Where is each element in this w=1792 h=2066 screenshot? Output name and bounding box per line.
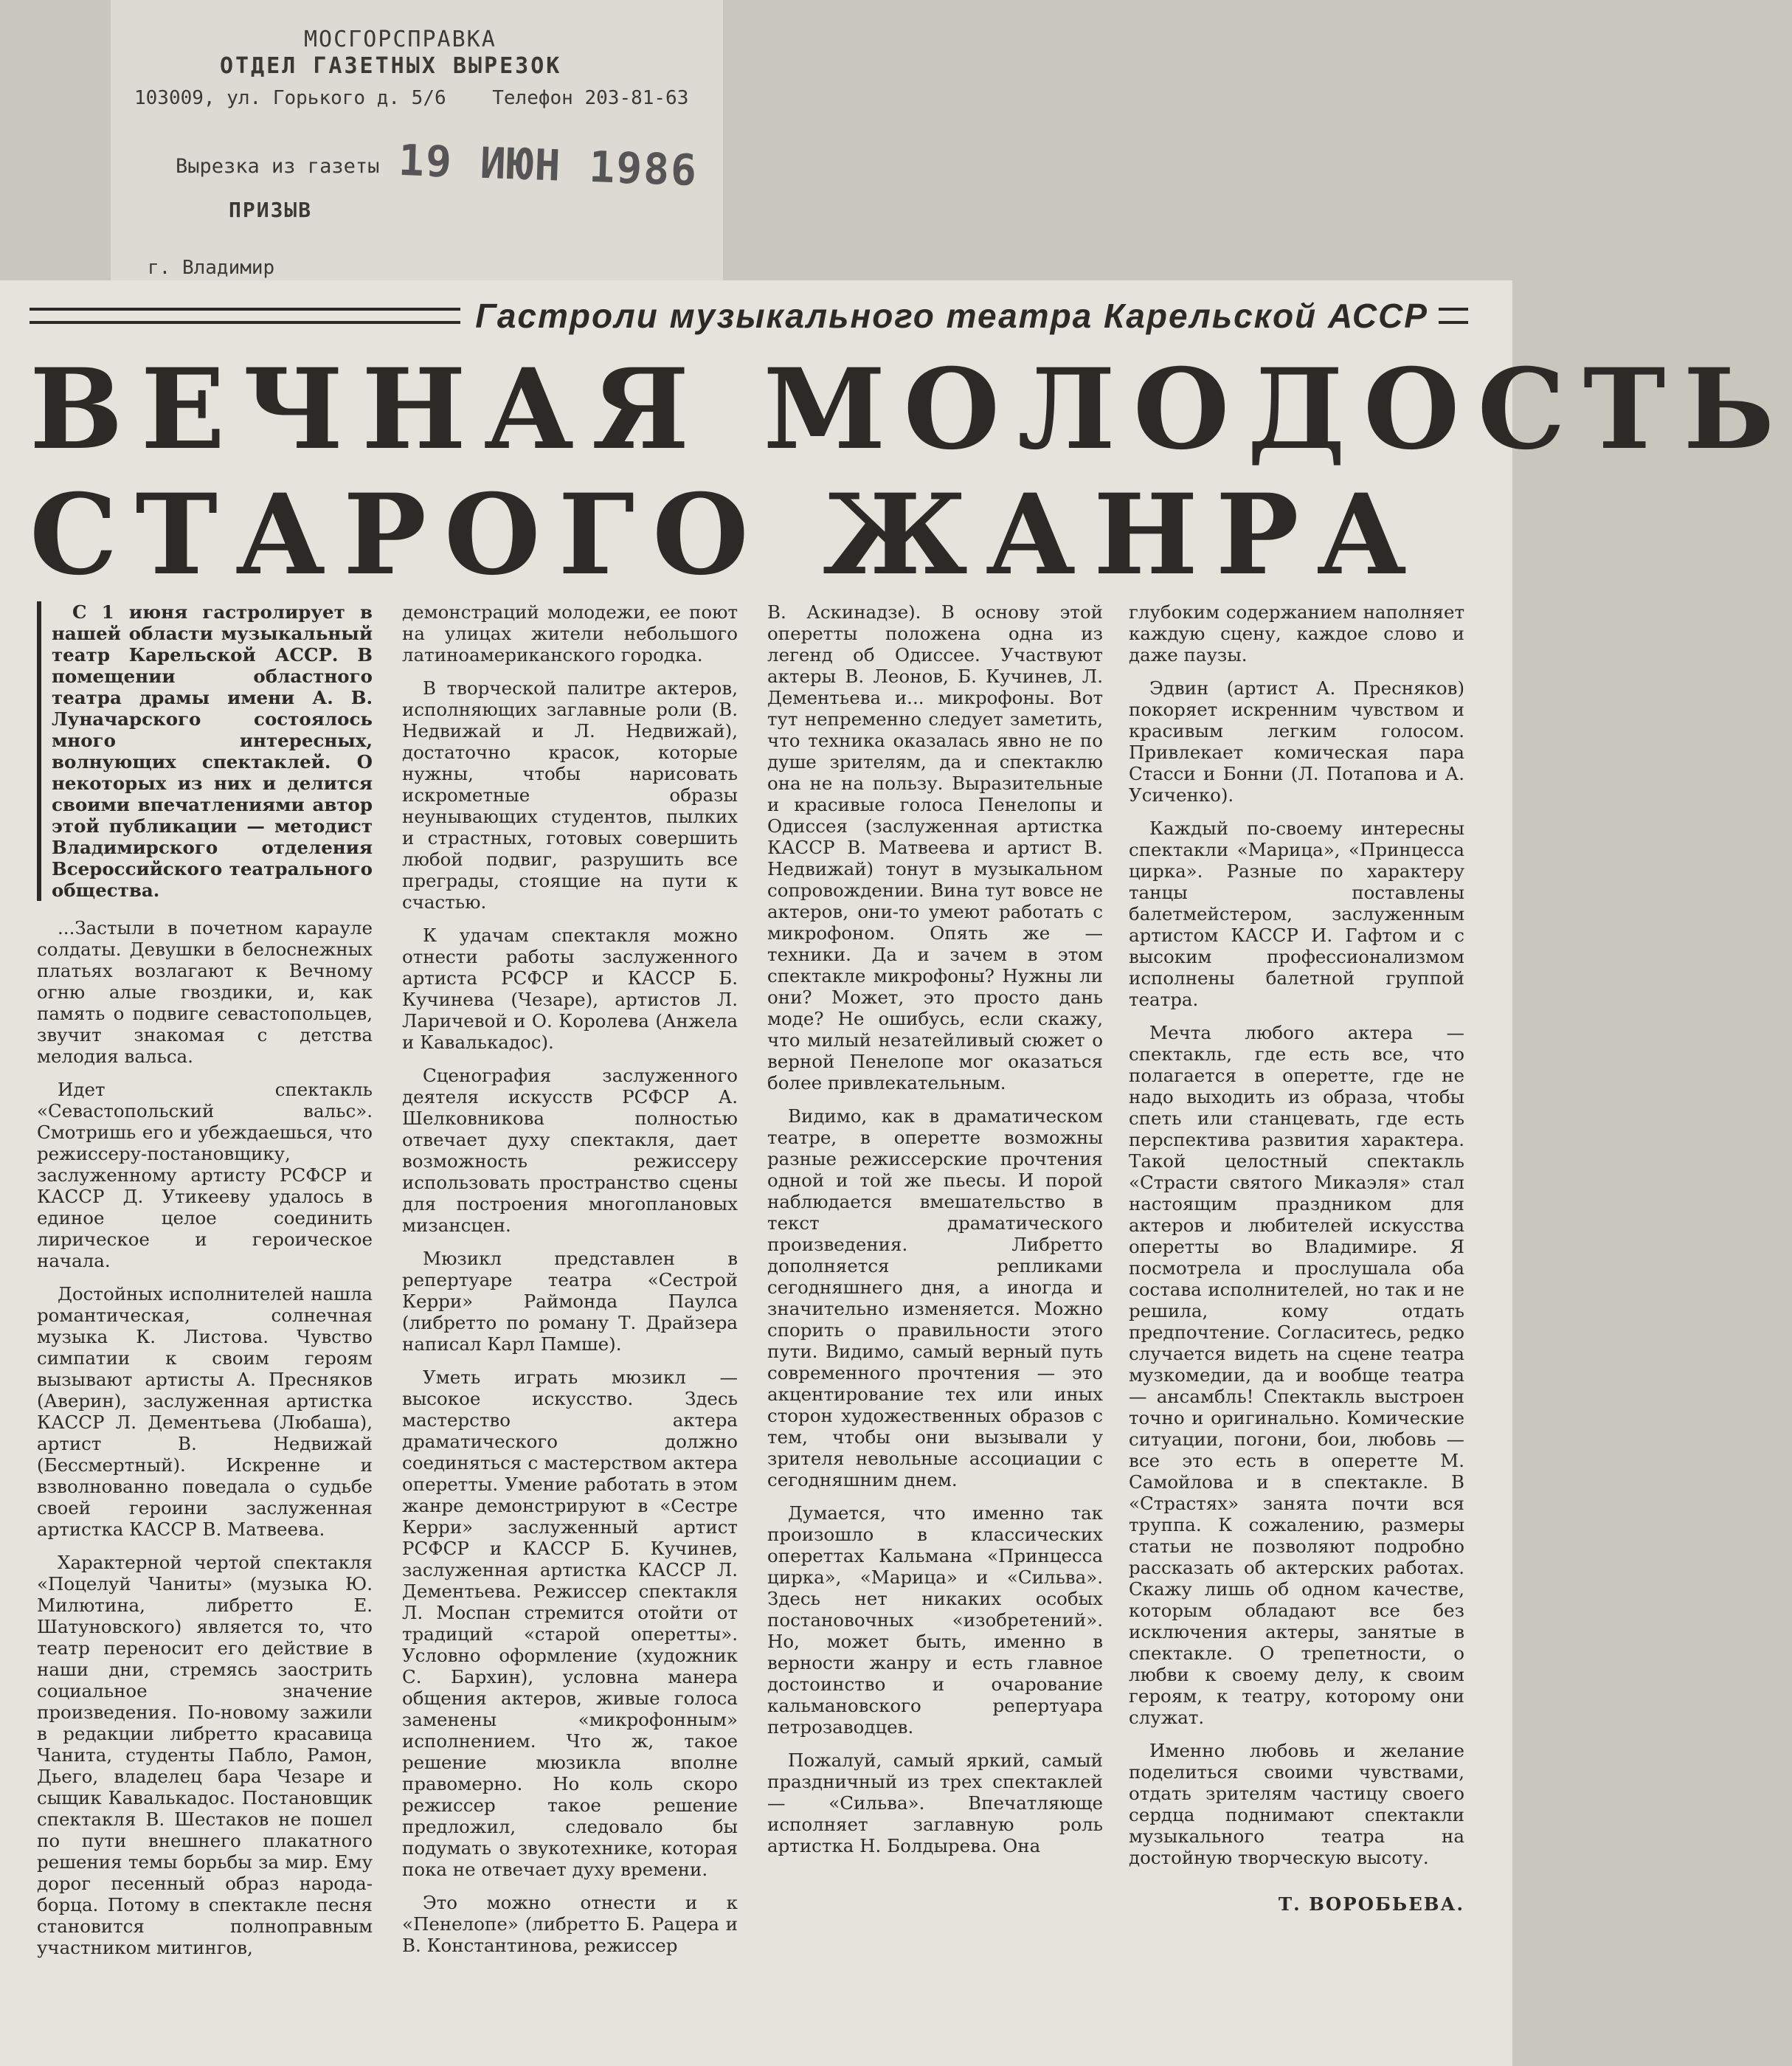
- paragraph: Видимо, как в драматическом театре, в оперетте возможны разные режиссерские прочтения одной и той же пьесы. И порой наблюдается вмешательство в текст драматического произведения. Либретто дополняется репликами сегодняшнего дня, а иногда и значительно изменяется. Можно спорить о правильности этого пути. Видимо, самый верный путь современного прочтения — это акцентирование тех или иных сторон художественных образов с тем, чтобы они вызывали у зрителя невольные ассоциации с сегодняшним днем.: [767, 1105, 1103, 1490]
- headline-line-1: ВЕЧНАЯ МОЛОДОСТЬ: [30, 345, 1792, 474]
- paragraph: В. Аскинадзе). В основу этой оперетты положена одна из легенд об Одиссее. Участвуют актеры В. Леонов, Б. Кучинев, Л. Дементьева и... микрофоны. Вот тут непременно следует заметить, что техника оказалась явно не по душе зрителям, да и спектаклю она не на пользу. Выразительные и красивые голоса Пенелопы и Одиссея (заслуженная артистка КАССР В. Матвеева и артист В. Недвижай) тонут в музыкальном сопровождении. Вина тут вовсе не актеров, они-то умеют работать с микрофоном. Опять же — техники. Да и зачем в этом спектакле микрофоны? Нужны ли они? Может, это просто дань моде? Не ошибусь, если скажу, что милый незатейливый сюжет о верной Пенелопе мог оказаться более привлекательным.: [767, 601, 1103, 1094]
- paragraph: Именно любовь и желание поделиться своими чувствами, отдать зрителям частицу своего сердца поднимают спектакли музыкального театра на достойную творческую высоту.: [1129, 1740, 1464, 1868]
- author-signature: Т. ВОРОБЬЕВА.: [1278, 1893, 1464, 1915]
- stamp-org: МОСГОРСПРАВКА: [304, 27, 497, 52]
- stamp-city: г. Владимир: [148, 257, 275, 279]
- paragraph: Пожалуй, самый яркий, самый праздничный из трех спектаклей — «Сильва». Впечатляюще исполняет заглавную роль артистка Н. Болдырева. Она: [767, 1749, 1103, 1856]
- paragraph: глубоким содержанием наполняет каждую сцену, каждое слово и даже паузы.: [1129, 601, 1464, 666]
- paragraph: Идет спектакль «Севастопольский вальс». Смотришь его и убеждаешься, что режиссеру-постановщику, заслуженному артисту РСФСР и КАССР Д. Утикееву удалось в единое целое соединить лирическое и героическое начала.: [37, 1079, 373, 1271]
- paragraph: Мечта любого актера — спектакль, где есть все, что полагается в оперетте, где не надо выходить из образа, чтобы спеть или станцевать, где есть перспектива развития характера. Такой целостный спектакль «Страсти святого Микаэля» стал настоящим праздником для актеров и любителей искусства оперетты во Владимире. Я посмотрела и прослушала оба состава исполнителей, но так и не решила, кому отдать предпочтение. Согласитесь, редко случается видеть на сцене театра музкомедии, да и вообще театра — ансамбль! Спектакль выстроен точно и оригинально. Комические ситуации, погони, бои, любовь — все это есть в оперетте М. Самойлова и в спектакле. В «Страстях» занята почти вся труппа. К сожалению, размеры статьи не позволяют подробно рассказать об актерских работах. Скажу лишь об одном качестве, которым обладают все без исключения актеры, занятые в спектакле. О трепетности, о любви к своему делу, к своим героям, к театру, которому они служат.: [1129, 1022, 1464, 1728]
- paragraph: Достойных исполнителей нашла романтическая, солнечная музыка К. Листова. Чувство симпатии к своим героям вызывают артисты А. Пресняков (Аверин), заслуженная артистка КАССР Л. Дементьева (Любаша), артист В. Недвижай (Бессмертный). Искренне и взволнованно поведала о судьбе своей героини заслуженная артистка КАССР В. Матвеева.: [37, 1283, 373, 1540]
- lead-paragraph: С 1 июня гастролирует в нашей области музыкальный театр Карельской АССР. В помещении областного театра драмы имени А. В. Луначарского состоялось много интересных, волнующих спектаклей. О некоторых из них и делится своими впечатлениями автор этой публикации — методист Владимирского отделения Всероссийского театрального общества.: [37, 601, 373, 901]
- paragraph: Это можно отнести и к «Пенелопе» (либретто Б. Рацера и В. Константинова, режиссер: [402, 1892, 738, 1956]
- rubric-rule: [30, 308, 460, 324]
- paragraph: В творческой палитре актеров, исполняющих заглавные роли (В. Недвижай и Л. Недвижай), достаточно красок, которые нужны, чтобы нарисовать искрометные образы неунывающих студентов, пылких и страстных, готовых совершить любой подвиг, разрушить все преграды, стоящие на пути к счастью.: [402, 677, 738, 913]
- rubric-line: [30, 294, 1468, 338]
- stamp-clip-from: Вырезка из газеты: [176, 155, 380, 178]
- column-2: [402, 601, 738, 2048]
- paragraph: Сценография заслуженного деятеля искусств РСФСР А. Шелковникова полностью отвечает духу спектакля, дает возможность режиссеру использовать пространство сцены для построения многоплановых мизансцен.: [402, 1065, 738, 1236]
- article-body: [37, 601, 1498, 2048]
- paragraph: К удачам спектакля можно отнести работы заслуженного артиста РСФСР и КАССР Б. Кучинева (Чезаре), артистов Л. Ларичевой и О. Королева (Анжела и Кавалькадос).: [402, 925, 738, 1053]
- stamp-date: 19 ИЮН 1986: [397, 134, 699, 196]
- stamp-address: 103009, ул. Горького д. 5/6 Телефон 203-81-63: [134, 87, 689, 109]
- paragraph: Каждый по-своему интересны спектакли «Марица», «Принцесса цирка». Разные по характеру танцы поставлены балетмейстером, заслуженным артистом КАССР И. Гафтом и с высоким профессионализмом исполнены балетной группой театра.: [1129, 818, 1464, 1010]
- column-4: [1129, 601, 1464, 2048]
- stamp-dept: ОТДЕЛ ГАЗЕТНЫХ ВЫРЕЗОК: [220, 53, 562, 79]
- paragraph: Мюзикл представлен в репертуаре театра «Сестрой Керри» Раймонда Паулса (либретто по роману Т. Драйзера написал Карл Памше).: [402, 1248, 738, 1355]
- paragraph: Уметь играть мюзикл — высокое искусство. Здесь мастерство актера драматического должно соединяться с мастерством актера оперетты. Умение работать в этом жанре демонстрируют в «Сестре Керри» заслуженный артист РСФСР и КАССР Б. Кучинев, заслуженная артистка КАССР Л. Дементьева. Режиссер спектакля Л. Моспан стремится отойти от традиций «старой оперетты». Условно оформление (художник С. Бархин), условна манера общения актеров, живые голоса заменены «микрофонным» исполнением. Что ж, такое решение мюзикла вполне правомерно. Но коль скоро режиссер такое решение предложил, следовало бы подумать о звукотехнике, которая пока не отвечает духу времени.: [402, 1367, 738, 1880]
- column-3: [767, 601, 1103, 2048]
- newspaper-clipping: [0, 280, 1792, 2066]
- column-1: [37, 601, 373, 2048]
- clipping-service-stamp: [111, 0, 723, 280]
- stamp-paper: ПРИЗЫВ: [229, 198, 313, 222]
- paragraph: Думается, что именно так произошло в классических опереттах Кальмана «Принцесса цирка», «Марица» и «Сильва». Здесь нет никаких особых постановочных «изобретений». Но, может быть, именно в верности жанру и есть главное достоинство и очарование кальмановского репертуара петрозаводцев.: [767, 1502, 1103, 1738]
- rubric-text: Гастроли музыкального театра Карельской АССР: [475, 297, 1428, 335]
- paragraph: ...Застыли в почетном карауле солдаты. Девушки в белоснежных платьях возлагают к Вечному огню алые гвоздики, и, как память о подвиге севастопольцев, звучит знакомая с детства мелодия вальса.: [37, 917, 373, 1067]
- rubric-rule-end: [1439, 308, 1468, 324]
- paragraph: Эдвин (артист А. Пресняков) покоряет искренним чувством и красивым легким голосом. Привлекает комическая пара Стасси и Бонни (Л. Потапова и А. Усиченко).: [1129, 677, 1464, 806]
- headline-line-2: СТАРОГО ЖАНРА: [30, 470, 1425, 600]
- paragraph: Характерной чертой спектакля «Поцелуй Чаниты» (музыка Ю. Милютина, либретто Е. Шатуновского) является то, что театр переносит его действие в наши дни, стремясь заострить социальное значение произведения. По-новому зажили в редакции либретто красавица Чанита, студенты Пабло, Рамон, Дьего, владелец бара Чезаре и сыщик Кавалькадос. Постановщик спектакля В. Шестаков не пошел по пути внешнего плакатного решения темы борьбы за мир. Ему дорог песенный образ народа-борца. Потому в спектакле песня становится полноправным участником митингов,: [37, 1552, 373, 1958]
- paragraph: демонстраций молодежи, ее поют на улицах жители небольшого латиноамериканского городка.: [402, 601, 738, 666]
